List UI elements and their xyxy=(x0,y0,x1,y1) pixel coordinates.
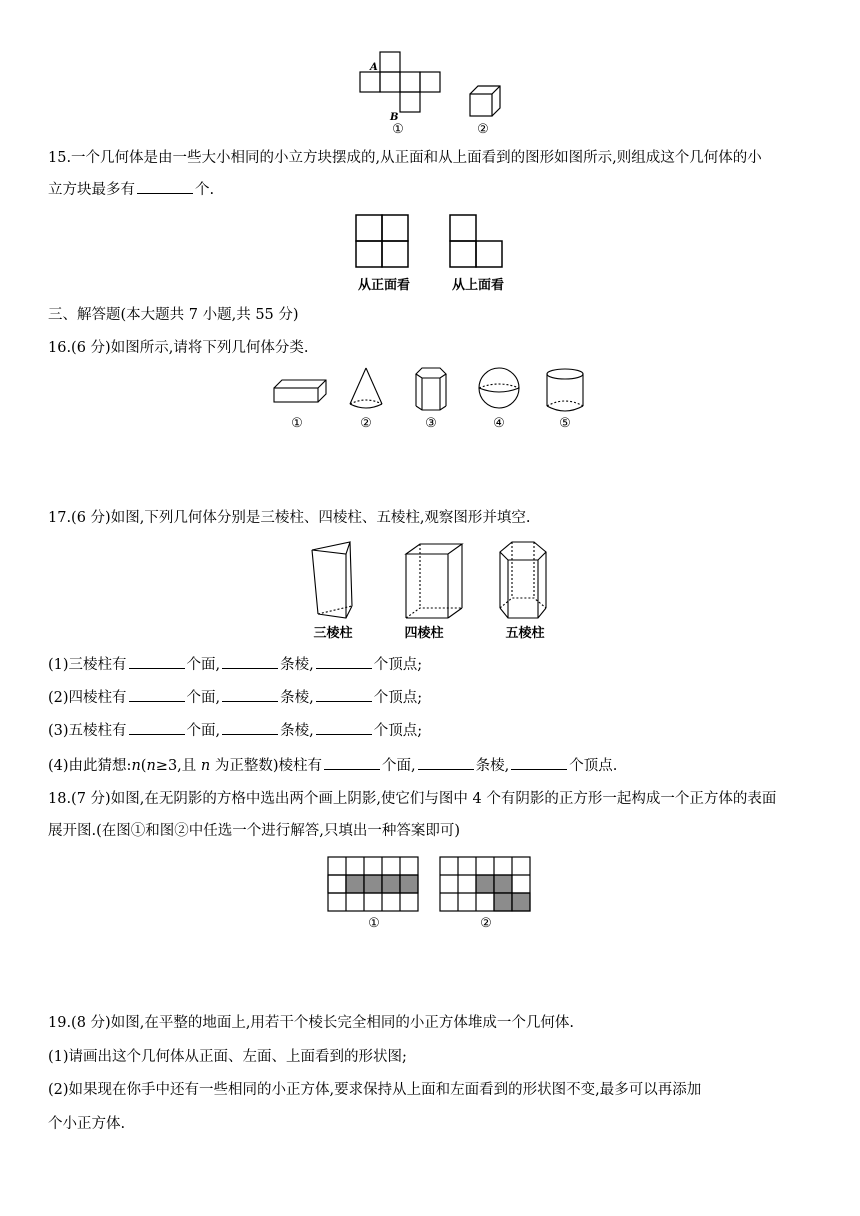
section-heading: 三、解答题(本大题共 7 小题,共 55 分) xyxy=(48,307,299,323)
q15-line2: 立方块最多有 个. xyxy=(48,182,215,198)
label-a: A xyxy=(370,62,378,73)
answer-blank[interactable] xyxy=(137,181,193,194)
label-b: B xyxy=(390,112,399,123)
q16-label-5: ⑤ xyxy=(559,416,571,431)
q18-grids-figure xyxy=(326,855,536,915)
caption-quadrilateral-prism: 四棱柱 xyxy=(404,626,444,641)
answer-blank[interactable] xyxy=(316,656,372,669)
fig14-caption-1: ① xyxy=(392,122,404,137)
caption-front-view: 从正面看 xyxy=(357,278,410,293)
q17-part1: (1)三棱柱有 个面, 条棱, 个顶点; xyxy=(48,657,423,673)
caption-triangular-prism: 三棱柱 xyxy=(313,626,353,641)
q16-label-3: ③ xyxy=(425,416,437,431)
q17-part3: (3)五棱柱有 个面, 条棱, 个顶点; xyxy=(48,723,423,739)
answer-blank[interactable] xyxy=(222,689,278,702)
caption-pentagonal-prism: 五棱柱 xyxy=(505,626,545,641)
q15-views-figure xyxy=(352,212,512,272)
caption-top-view: 从上面看 xyxy=(451,278,504,293)
answer-blank[interactable] xyxy=(316,722,372,735)
answer-blank[interactable] xyxy=(129,689,185,702)
q18-line2: 展开图.(在图①和图②中任选一个进行解答,只填出一种答案即可) xyxy=(48,823,461,839)
q16-label-2: ② xyxy=(360,416,372,431)
answer-blank[interactable] xyxy=(222,722,278,735)
q17-text: 17.(6 分)如图,下列几何体分别是三棱柱、四棱柱、五棱柱,观察图形并填空. xyxy=(48,510,531,526)
q17-part2: (2)四棱柱有 个面, 条棱, 个顶点; xyxy=(48,690,423,706)
q16-label-4: ④ xyxy=(493,416,505,431)
answer-blank[interactable] xyxy=(511,757,567,770)
q17-prisms-figure xyxy=(306,540,556,622)
answer-blank[interactable] xyxy=(324,757,380,770)
q17-part4: (4)由此猜想:n(n≥3,且 n 为正整数)棱柱有 个面, 条棱, 个顶点. xyxy=(48,758,618,774)
answer-blank[interactable] xyxy=(222,656,278,669)
answer-blank[interactable] xyxy=(316,689,372,702)
q16-solids-figure xyxy=(270,366,600,416)
q15-line1: 15.一个几何体是由一些大小相同的小立方块摆成的,从正面和从上面看到的图形如图所示,则组成这个几何体的小 xyxy=(48,150,762,166)
q19-line4: 个小正方体. xyxy=(48,1116,126,1132)
q18-line1: 18.(7 分)如图,在无阴影的方格中选出两个画上阴影,使它们与图中 4 个有阴影的正方形一起构成一个正方体的表面 xyxy=(48,791,777,807)
q16-label-1: ① xyxy=(291,416,303,431)
q19-line2: (1)请画出这个几何体从正面、左面、上面看到的形状图; xyxy=(48,1049,407,1065)
fig14-caption-2: ② xyxy=(477,122,489,137)
q18-label-2: ② xyxy=(480,916,492,931)
answer-blank[interactable] xyxy=(129,656,185,669)
answer-blank[interactable] xyxy=(129,722,185,735)
q16-text: 16.(6 分)如图所示,请将下列几何体分类. xyxy=(48,340,309,356)
q19-line1: 19.(8 分)如图,在平整的地面上,用若干个棱长完全相同的小正方体堆成一个几何体. xyxy=(48,1015,575,1031)
answer-blank[interactable] xyxy=(418,757,474,770)
q18-label-1: ① xyxy=(368,916,380,931)
q19-line3: (2)如果现在你手中还有一些相同的小正方体,要求保持从上面和左面看到的形状图不变,最多可以再添加 xyxy=(48,1082,702,1098)
